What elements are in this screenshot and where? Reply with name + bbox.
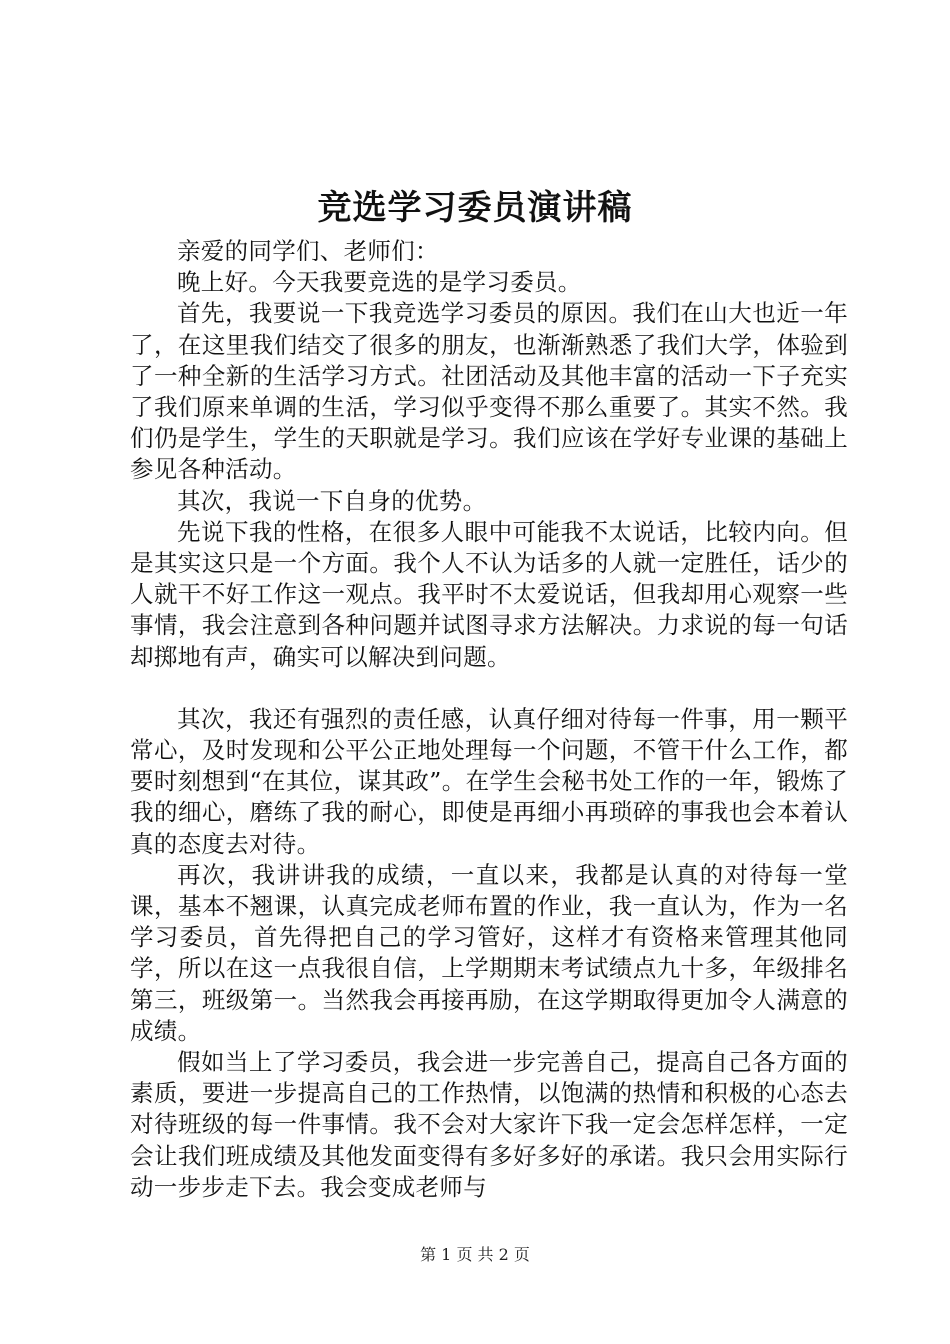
responsibility-paragraph: 其次，我还有强烈的责任感，认真仔细对待每一件事，用一颗平常心，及时发现和公平公正地处理每一个问题，不管干什么工作，都要时刻想到“在其位，谋其政”。在学生会秘书处工作的一年，锻炼了我的细心，磨练了我的耐心，即使是再细小再琐碎的事我也会本着认真的态度去对待。 [130, 704, 848, 858]
greeting-paragraph: 亲爱的同学们、老师们： [177, 237, 439, 265]
grades-paragraph: 再次，我讲讲我的成绩，一直以来，我都是认真的对待每一堂课，基本不翘课，认真完成老师布置的作业，我一直认为，作为一名学习委员，首先得把自己的学习管好，这样才有资格来管理其他同学，所以在这一点我很自信，上学期期末考试绩点九十多，年级排名第三，班级第一。当然我会再接再励，在这学期取得更加令人满意的成绩。 [130, 860, 848, 1045]
speech-body [130, 236, 848, 1203]
strengths-intro-paragraph: 其次，我说一下自身的优势。 [177, 486, 487, 515]
page-footer: 第 1 页 共 2 页 [420, 1245, 530, 1264]
personality-paragraph: 先说下我的性格，在很多人眼中可能我不太说话，比较内向。但是其实这只是一个方面。我个人不认为话多的人就一定胜任，话少的人就干不好工作这一观点。我平时不太爱说话，但我却用心观察一些事情，我会注意到各种问题并试图寻求方法解决。力求说的每一句话却掷地有声，确实可以解决到问题。 [130, 517, 848, 671]
page-title: 竞选学习委员演讲稿 [317, 188, 633, 228]
promise-paragraph: 假如当上了学习委员，我会进一步完善自己，提高自己各方面的素质，要进一步提高自己的工作热情，以饱满的热情和积极的心态去对待班级的每一件事情。我不会对大家许下我一定会怎样怎样，一定会让我们班成绩及其他发面变得有多好多好的承诺。我只会用实际行动一步步走下去。我会变成老师与 [130, 1048, 848, 1201]
opening-paragraph: 晚上好。今天我要竞选的是学习委员。 [177, 268, 582, 297]
reason-paragraph: 首先，我要说一下我竞选学习委员的原因。我们在山大也近一年了，在这里我们结交了很多的朋友，也渐渐熟悉了我们大学，体验到了一种全新的生活学习方式。社团活动及其他丰富的活动一下子充实了我们原来单调的生活，学习似乎变得不那么重要了。其实不然。我们仍是学生，学生的天职就是学习。我们应该在学好专业课的基础上参见各种活动。 [130, 299, 848, 484]
